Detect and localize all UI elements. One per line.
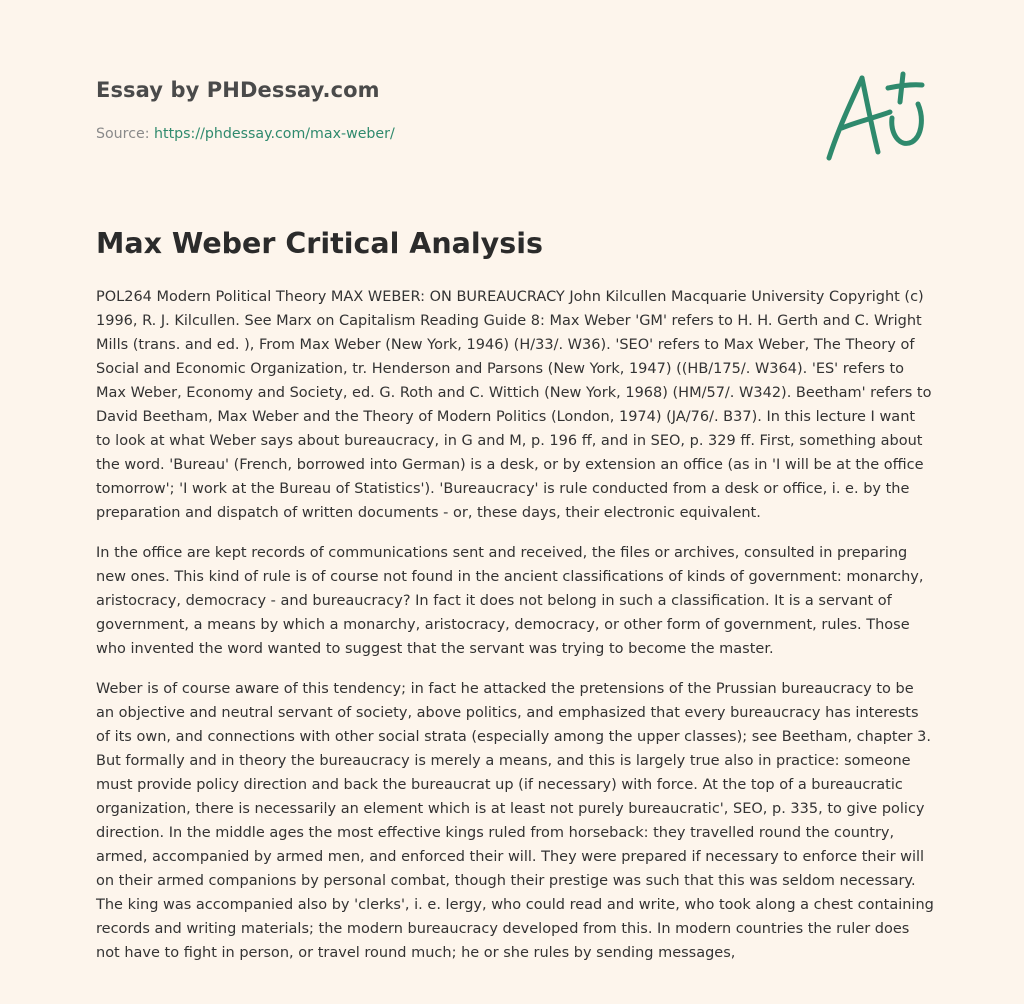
page-header <box>96 76 928 144</box>
essay-body <box>96 285 934 981</box>
brand-title: Essay by PHDessay.com <box>96 78 380 102</box>
paragraph: Weber is of course aware of this tendency; in fact he attacked the pretensions of the Prussian bureaucracy to be an objective and neutral servant of society, above politics, and emphasized that every bureaucracy has interests of its own, and connections with other social strata (especially among the upper classes); see Beetham, chapter 3. But formally and in theory the bureaucracy is merely a means, and this is largely true also in practice: someone must provide policy direction and back the bureaucrat up (if necessary) with force. At the top of a bureaucratic organization, there is necessarily an element which is at least not purely bureaucratic', SEO, p. 335, to give policy direction. In the middle ages the most effective kings ruled from horseback: they travelled round the country, armed, accompanied by armed men, and enforced their will. They were prepared if necessary to enforce their will on their armed companions by personal combat, though their prestige was such that this was seldom necessary. The king was accompanied also by 'clerks', i. e. lergy, who could read and write, who took along a chest containing records and writing materials; the modern bureaucracy developed from this. In modern countries the ruler does not have to fight in person, or travel round much; he or she rules by sending messages, <box>96 681 934 961</box>
paragraph: POL264 Modern Political Theory MAX WEBER: ON BUREAUCRACY John Kilcullen Macquarie University Copyright (c) 1996, R. J. Kilcullen. See Marx on Capitalism Reading Guide 8: Max Weber 'GM' refers to H. H. Gerth and C. Wright Mills (trans. and ed. ), From Max Weber (New York, 1946) (H/33/. W36). 'SEO' refers to Max Weber, The Theory of Social and Economic Organization, tr. Henderson and Parsons (New York, 1947) ((HB/175/. W364). 'ES' refers to Max Weber, Economy and Society, ed. G. Roth and C. Wittich (New York, 1968) (HM/57/. W342). Beetham' refers to David Beetham, Max Weber and the Theory of Modern Politics (London, 1974) (JA/76/. B37). In this lecture I want to look at what Weber says about bureaucracy, in G and M, p. 196 ff, and in SEO, p. 329 ff. First, something about the word. 'Bureau' (French, borrowed into German) is a desk, or by extension an office (as in 'I will be at the office tomorrow'; 'I work at the Bureau of Statistics'). 'Bureaucracy' is rule conducted from a desk or office, i. e. by the preparation and dispatch of written documents - or, these days, their electronic equivalent. <box>96 289 932 521</box>
source-label: Source: <box>96 126 150 142</box>
source-link[interactable]: https://phdessay.com/max-weber/ <box>154 126 395 142</box>
a-plus-logo-icon <box>820 68 930 164</box>
paragraph: In the office are kept records of communications sent and received, the files or archives, consulted in preparing new ones. This kind of rule is of course not found in the ancient classifications of kinds of government: monarchy, aristocracy, democracy - and bureaucracy? In fact it does not belong in such a classification. It is a servant of government, a means by which a monarchy, aristocracy, democracy, or other form of government, rules. Those who invented the word wanted to suggest that the servant was trying to become the master. <box>96 545 924 657</box>
source-line <box>96 124 928 144</box>
page-title: Max Weber Critical Analysis <box>96 227 543 260</box>
